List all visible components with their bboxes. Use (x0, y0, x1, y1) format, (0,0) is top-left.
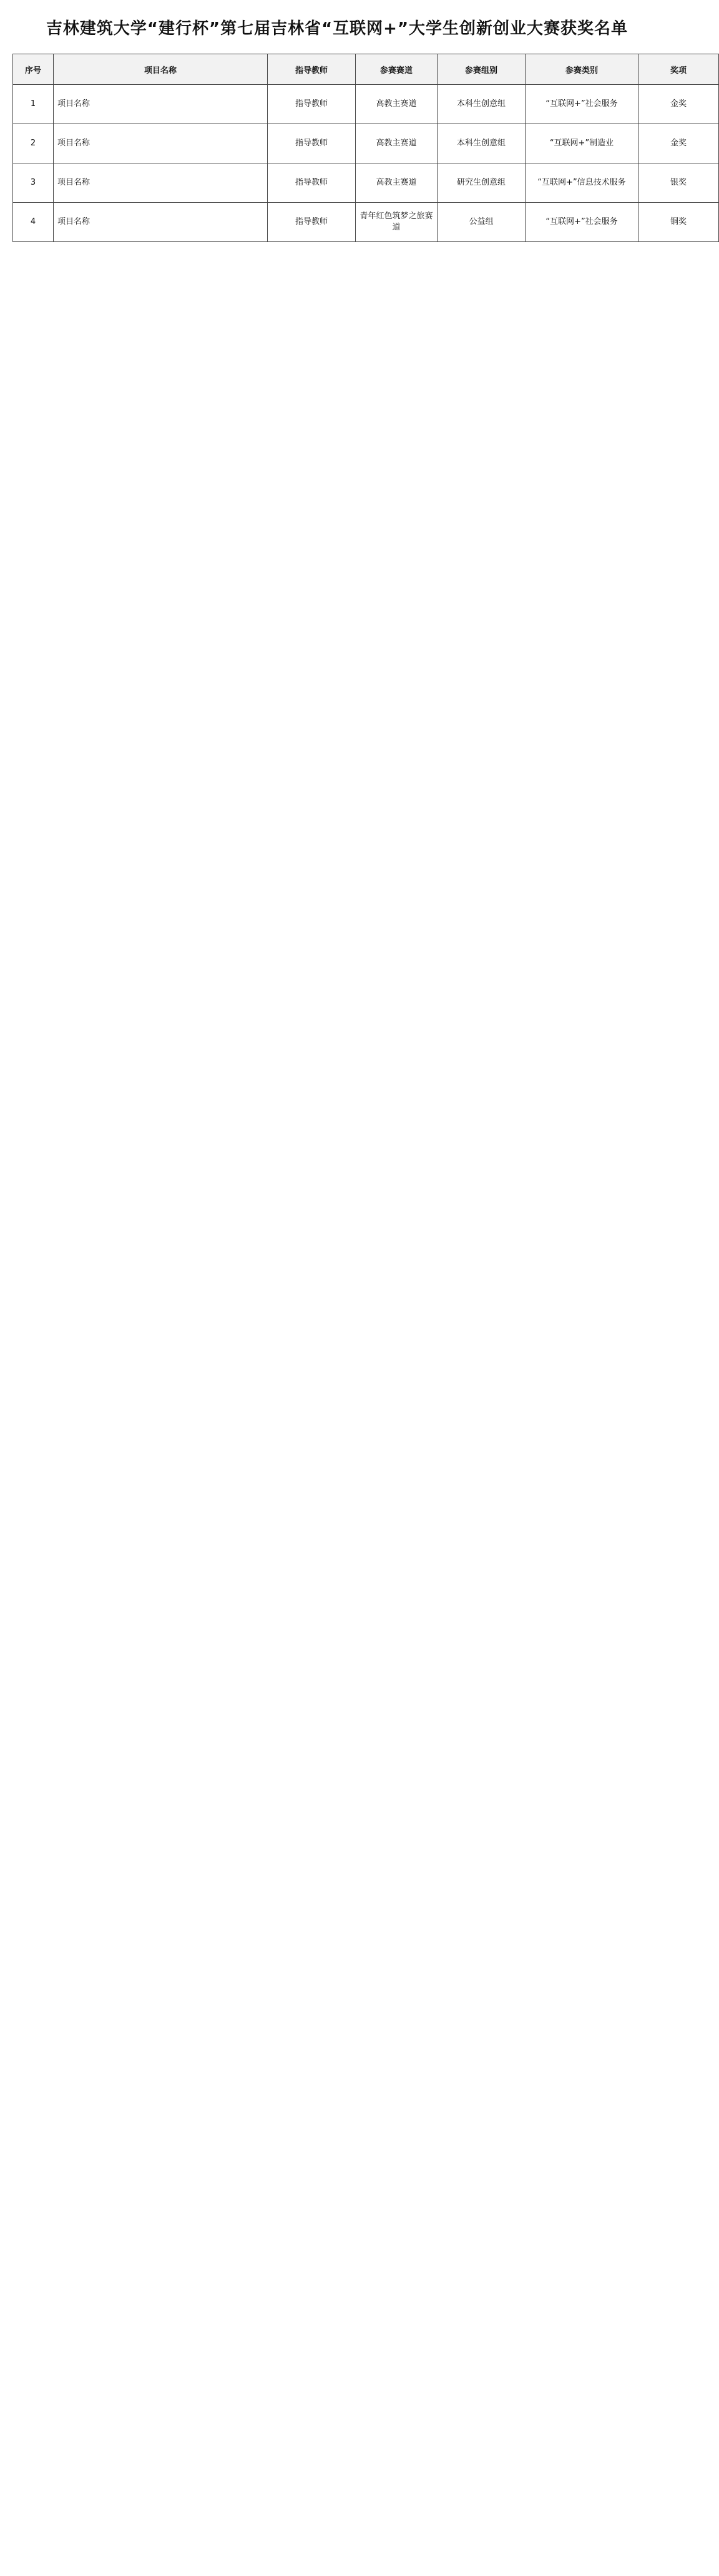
category-name: “互联网+”社会服务 (526, 203, 638, 242)
award-level: 银奖 (638, 163, 719, 203)
row-number: 1 (13, 85, 54, 124)
row-number: 4 (13, 203, 54, 242)
group-name: 研究生创意组 (438, 163, 526, 203)
project-name: 项目名称 (54, 124, 268, 163)
award-list-page (0, 0, 687, 267)
category-name: “互联网+”制造业 (526, 124, 638, 163)
header-category: 参赛类别 (526, 54, 638, 85)
table-row (13, 203, 719, 242)
track-name: 青年红色筑梦之旅赛道 (356, 203, 438, 242)
award-table-header-row (13, 54, 719, 85)
group-name: 本科生创意组 (438, 124, 526, 163)
project-name: 项目名称 (54, 163, 268, 203)
group-name: 本科生创意组 (438, 85, 526, 124)
header-track: 参赛赛道 (356, 54, 438, 85)
category-name: “互联网+”信息技术服务 (526, 163, 638, 203)
award-table-header (13, 54, 719, 85)
category-name: “互联网+”社会服务 (526, 85, 638, 124)
table-row (13, 163, 719, 203)
advisor-name: 指导教师 (268, 203, 356, 242)
header-award: 奖项 (638, 54, 719, 85)
header-project-name: 项目名称 (54, 54, 268, 85)
table-row (13, 124, 719, 163)
award-table (12, 54, 719, 242)
header-no: 序号 (13, 54, 54, 85)
row-number: 3 (13, 163, 54, 203)
advisor-name: 指导教师 (268, 163, 356, 203)
row-number: 2 (13, 124, 54, 163)
award-level: 金奖 (638, 124, 719, 163)
award-table-body (13, 85, 719, 242)
project-name: 项目名称 (54, 203, 268, 242)
document-title: 吉林建筑大学“建行杯”第七届吉林省“互联网+”大学生创新创业大赛获奖名单 (46, 19, 629, 38)
table-row (13, 85, 719, 124)
header-group: 参赛组别 (438, 54, 526, 85)
track-name: 高教主赛道 (356, 85, 438, 124)
project-name: 项目名称 (54, 85, 268, 124)
advisor-name: 指导教师 (268, 85, 356, 124)
group-name: 公益组 (438, 203, 526, 242)
award-level: 铜奖 (638, 203, 719, 242)
award-level: 金奖 (638, 85, 719, 124)
header-advisor: 指导教师 (268, 54, 356, 85)
track-name: 高教主赛道 (356, 163, 438, 203)
advisor-name: 指导教师 (268, 124, 356, 163)
track-name: 高教主赛道 (356, 124, 438, 163)
